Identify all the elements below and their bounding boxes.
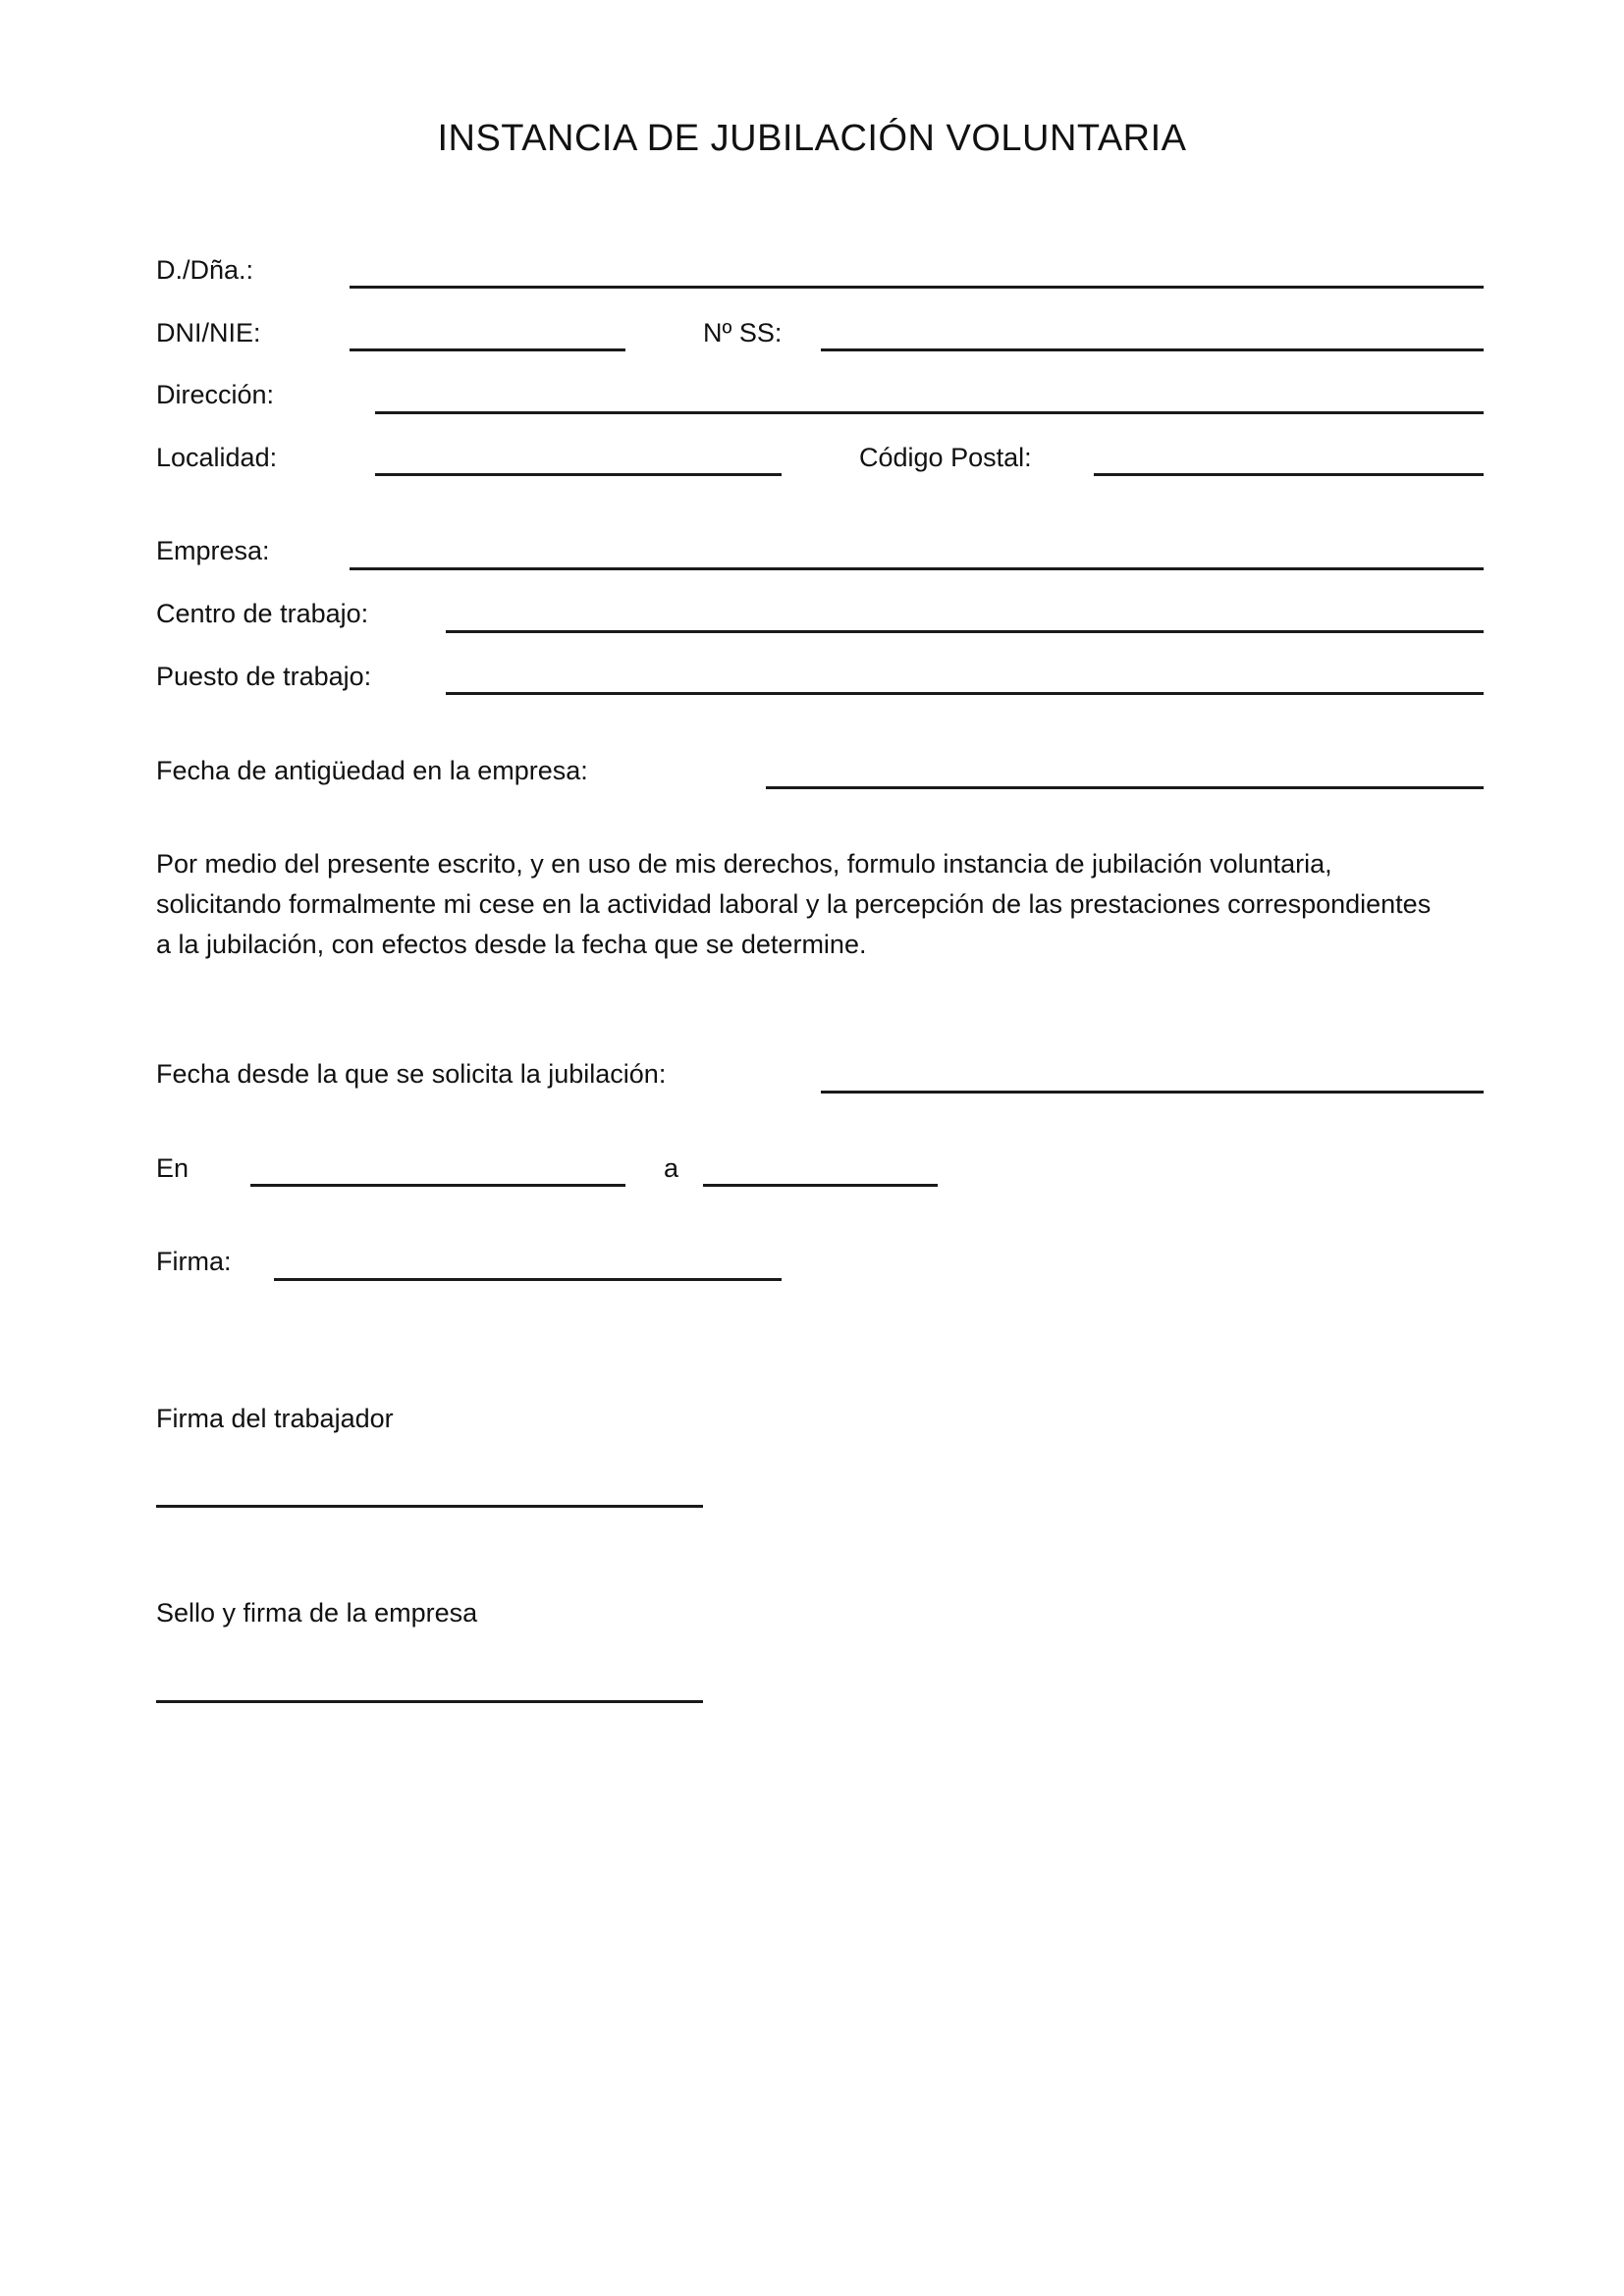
signature-label: Firma: (156, 1247, 232, 1276)
ss-label: Nº SS: (703, 318, 783, 347)
workplace-field[interactable] (446, 630, 1484, 633)
name-label: D./Dña.: (156, 255, 254, 285)
company-signature-line[interactable] (156, 1700, 703, 1703)
retirement-date-field[interactable] (821, 1091, 1484, 1094)
signature-field[interactable] (274, 1278, 782, 1281)
seniority-label: Fecha de antigüedad en la empresa: (156, 756, 588, 785)
request-paragraph (156, 844, 1531, 965)
paragraph-line-3: a la jubilación, con efectos desde la fecha que se determine. (156, 930, 867, 959)
locality-field[interactable] (375, 473, 782, 476)
company-stamp-label: Sello y firma de la empresa (156, 1598, 478, 1628)
dni-field[interactable] (350, 348, 625, 351)
worker-signature-line[interactable] (156, 1505, 703, 1508)
postal-code-label: Código Postal: (859, 443, 1032, 472)
document-title: INSTANCIA DE JUBILACIÓN VOLUNTARIA (437, 118, 1187, 159)
position-field[interactable] (446, 692, 1484, 695)
name-field[interactable] (350, 286, 1484, 289)
postal-code-field[interactable] (1094, 473, 1484, 476)
place-label: En (156, 1153, 189, 1183)
address-label: Dirección: (156, 380, 275, 409)
position-label: Puesto de trabajo: (156, 662, 372, 691)
ss-field[interactable] (821, 348, 1484, 351)
place-field[interactable] (250, 1184, 625, 1187)
paragraph-line-1: Por medio del presente escrito, y en uso de mis derechos, formulo instancia de jubilación voluntaria, (156, 849, 1332, 879)
workplace-label: Centro de trabajo: (156, 599, 369, 628)
worker-signature-label: Firma del trabajador (156, 1404, 394, 1433)
company-label: Empresa: (156, 536, 270, 565)
dni-label: DNI/NIE: (156, 318, 261, 347)
locality-label: Localidad: (156, 443, 278, 472)
seniority-field[interactable] (766, 786, 1484, 789)
address-field[interactable] (375, 411, 1484, 414)
date-field[interactable] (703, 1184, 938, 1187)
company-field[interactable] (350, 567, 1484, 570)
retirement-date-label: Fecha desde la que se solicita la jubilación: (156, 1059, 667, 1089)
paragraph-line-2: solicitando formalmente mi cese en la actividad laboral y la percepción de las prestaciones correspondientes (156, 889, 1432, 919)
at-label: a (664, 1153, 679, 1183)
